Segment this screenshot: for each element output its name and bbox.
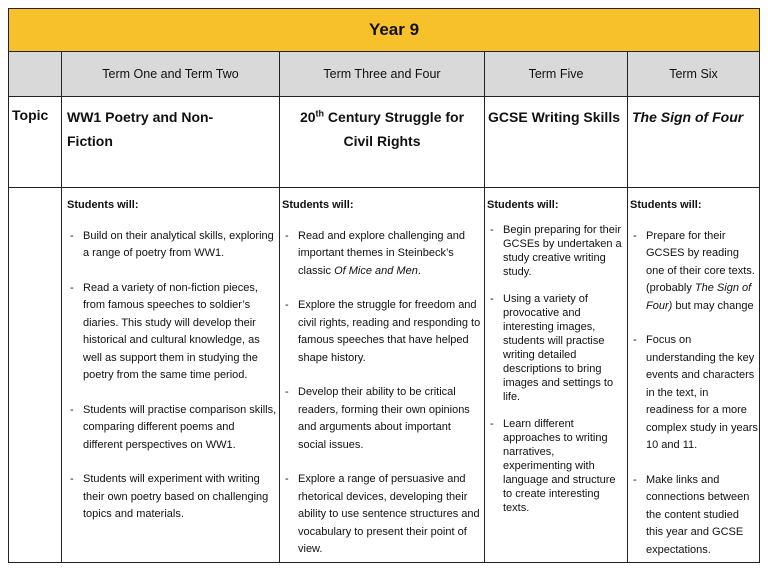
topic-term-six: The Sign of Four [632,109,744,125]
list-item: - Using a variety of provocative and interesting images, students will practise writing detailed descriptions to bring images and settings to life. [487,292,625,404]
content-term-six [630,197,758,576]
header-term-one-two: Term One and Term Two [62,52,279,96]
list-item: - Read a variety of non-fiction pieces, from famous speeches to soldier’s diaries. This study will develop their historical and cultural knowledge, as well as support them in studying the poetry from the same time period. [67,280,277,385]
grid-line [61,52,62,562]
students-will-label: Students will: [67,199,139,211]
grid-line [9,187,759,188]
list-item: - Build on their analytical skills, exploring a range of poetry from WW1. [67,228,277,263]
grid-line [279,52,280,562]
topic-term-one-two: WW1 Poetry and Non-Fiction [67,109,214,149]
list-item: - Prepare for their GCSES by reading one of their core texts. (probably The Sign of Four) but may change [630,228,758,316]
content-term-five [487,197,625,528]
grid-line [484,52,485,562]
list-item: - Students will experiment with writing their own poetry based on challenging topics and materials. [67,471,277,524]
content-term-three-four [282,197,482,576]
list-item: - Focus on understanding the key events and characters in the text, in readiness for a more complex study in years 10 and 11. [630,332,758,455]
topic-label: Topic [12,107,49,123]
list-item: - Students will practise comparison skills, comparing different poems and different perspectives on WW1. [67,402,277,455]
students-will-label: Students will: [487,199,559,211]
students-will-label: Students will: [282,199,354,211]
list-item: - Explore the struggle for freedom and civil rights, reading and responding to famous speeches that have helped shape history. [282,297,482,367]
header-term-five: Term Five [485,52,627,96]
students-will-label: Students will: [630,199,702,211]
list-item: - Explore a range of persuasive and rhetorical devices, developing their ability to use sentence structures and vocabulary to present their point of view. [282,471,482,559]
topic-term-three-four: 20th Century Struggle for Civil Rights [299,108,465,149]
list-item: - Begin preparing for their GCSEs by undertaken a study creative writing study. [487,223,625,279]
header-term-six: Term Six [628,52,759,96]
list-item: - Make links and connections between the content studied this year and GCSE expectations. [630,472,758,560]
year-title: Year 9 [368,20,420,39]
topic-term-five: GCSE Writing Skills [488,109,620,125]
year-title-row [9,9,759,52]
curriculum-table [8,8,760,563]
header-term-three-four: Term Three and Four [280,52,484,96]
content-term-one-two [67,197,277,541]
list-item: - Develop their ability to be critical readers, forming their own opinions and arguments about important social issues. [282,384,482,454]
list-item: - Read and explore challenging and important themes in Steinbeck’s classic Of Mice and Men. [282,228,482,281]
list-item: - Learn different approaches to writing narratives, experimenting with language and structure to create interesting texts. [487,417,625,515]
grid-line [9,96,759,97]
header-blank-cell [9,52,61,96]
